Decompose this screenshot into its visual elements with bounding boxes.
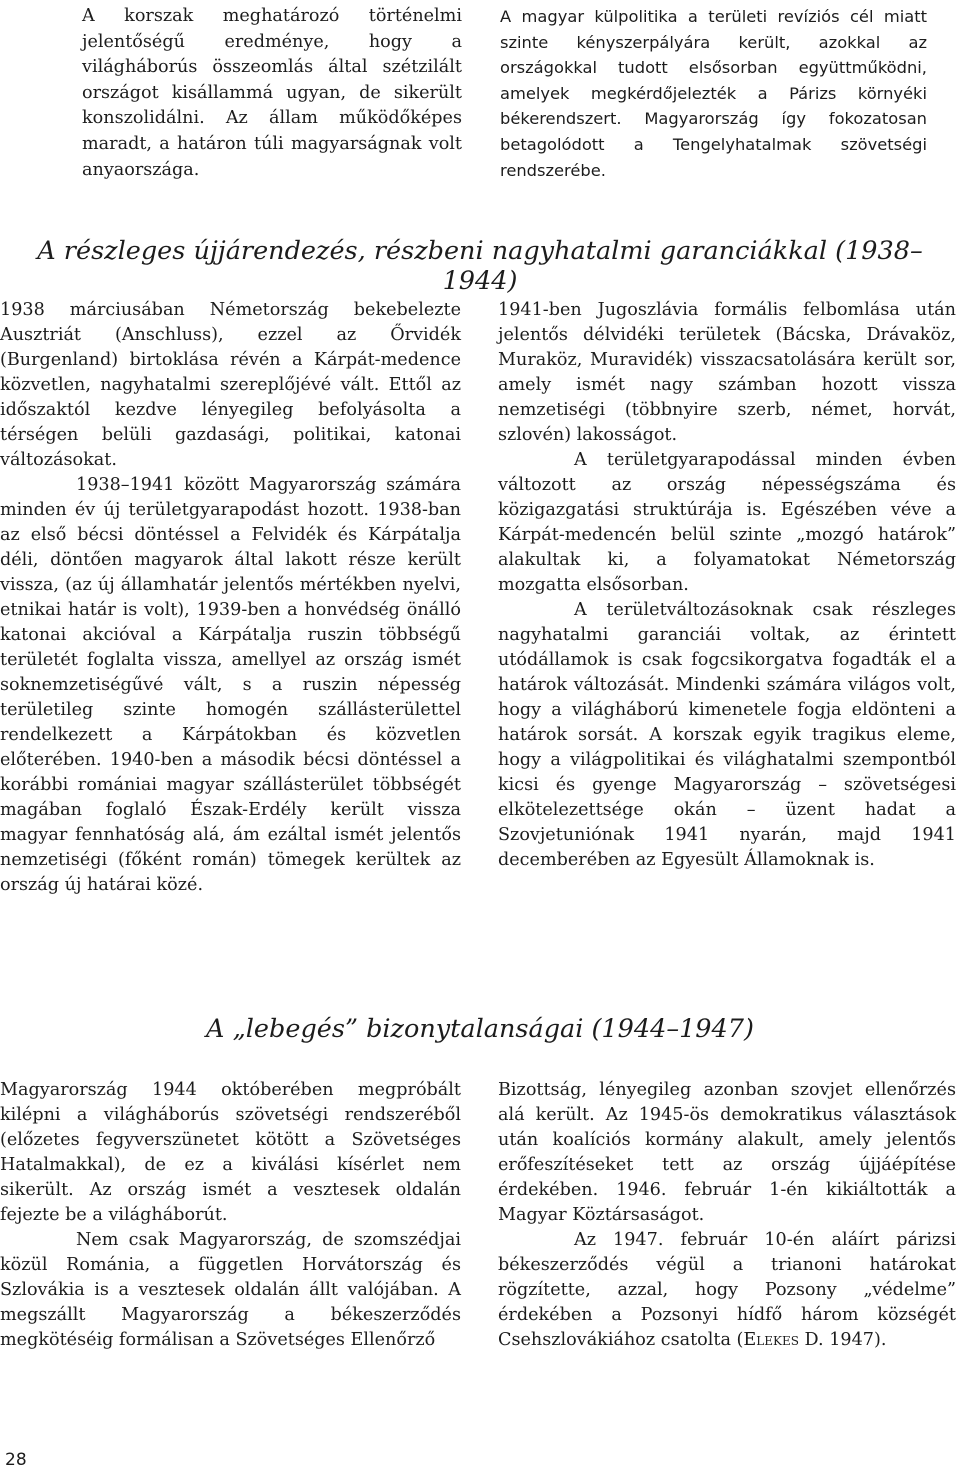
section2-right-paragraph-2-text: Az 1947. február 10-én aláírt párizsi békeszerződés végül a trianoni határokat rögzítette, azzal, hogy Pozsony „védelme” érdekében a Pozsonyi hídfő három községét Csehszlovákiához csatolta ( xyxy=(498,1230,956,1350)
section2-left-paragraph-2: Nem csak Magyarország, de szomszédjai közül Románia, a független Horvátország és Szlovákia is a vesztesek oldalán állt valójában. A megszállt Magyarország a békeszerződés megkötéséig formálisan a Szövetséges Ellenőrző xyxy=(0,1230,461,1350)
section2-right-column xyxy=(498,1078,956,1353)
page-number: 28 xyxy=(5,1450,27,1470)
section-heading-1944-1947: A „lebegés” bizonytalanságai (1944–1947) xyxy=(206,1014,754,1044)
top-left-paragraph: A korszak meghatározó történelmi jelentőségű eredménye, hogy a világháborús összeomlás által szétzilált országot kisállammá ugyan, de sikerült konszolidálni. Az állam működőképes maradt, a határon túli magyarságnak volt anyaországa. xyxy=(82,6,462,180)
top-right-column xyxy=(500,4,927,183)
section1-right-column xyxy=(498,298,956,873)
top-left-column xyxy=(82,4,462,183)
section2-left-paragraph-1: Magyarország 1944 októberében megpróbált kilépni a világháborús szövetségi rendszeréből (előzetes fegyverszünetet kötött a Szövetséges Hatalmakkal), de ez a kiválási kísérlet nem sikerült. Az ország ismét a vesztesek oldalán fejezte be a világháborút. xyxy=(0,1080,461,1225)
top-right-paragraph: A magyar külpolitika a területi revíziós cél miatt szinte kényszerpályára került, azokkal az országokkal tudott elsősorban együttműködni, amelyek megkérdőjelezték a Párizs környéki békerendszert. Magyarország így fokozatosan betagolódott a Tengelyhatalmak szövetségi rendszerébe. xyxy=(500,7,927,180)
section2-right-paragraph-1: Bizottság, lényegileg azonban szovjet ellenőrzés alá került. Az 1945-ös demokratikus választások után koalíciós kormány alakult, amely jelentős erőfeszítéseket tett az ország újjáépítése érdekében. 1946. február 1-én kikiáltották a Magyar Köztársaságot. xyxy=(498,1080,956,1225)
section1-right-paragraph-2: A területgyarapodással minden évben változott az ország népességszáma és közigazgatási struktúrája is. Egészében véve a Kárpát-medencén belül szinte „mozgó határok” alakultak ki, a folyamatokat Németország mozgatta elsősorban. xyxy=(498,450,956,595)
section1-left-paragraph-2: 1938–1941 között Magyarország számára minden év új területgyarapodást hozott. 1938-ban az első bécsi döntéssel a Felvidék és Kárpátalja déli, döntően magyarok által lakott része került vissza, (az új államhatár jelentős mértékben nyelvi, etnikai határ is volt), 1939-ben a honvédség önálló katonai akcióval a Kárpátalja ruszin többségű területét foglalta vissza, amellyel az ország ismét soknemzetiségűvé vált, s a ruszin népesség területileg szinte homogén szállásterülettel rendelkezett a Kárpátokban és közvetlen előterében. 1940-ben a második bécsi döntéssel a korábbi romániai magyar szállásterület többségét magában foglaló Észak-Erdély került vissza magyar fennhatóság alá, ám ezáltal ismét jelentős nemzetiségi (főként román) tömegek kerültek az ország új határai közé. xyxy=(0,475,461,895)
section1-right-paragraph-1: 1941-ben Jugoszlávia formális felbomlása után jelentős délvidéki területek (Bácska, Drávaköz, Muraköz, Muravidék) visszacsatolására került sor, amely ismét nagy számban hozott vissza nemzetiségi (többnyire szerb, német, horvát, szlovén) lakosságot. xyxy=(498,300,956,445)
section2-right-paragraph-2 xyxy=(498,1228,956,1353)
section1-left-column xyxy=(0,298,461,898)
section2-left-column xyxy=(0,1078,461,1353)
section-heading-1938-1944: A részleges újjárendezés, részbeni nagyhatalmi garanciákkal (1938–1944) xyxy=(37,236,923,296)
section1-left-paragraph-1: 1938 márciusában Németország bekebelezte Ausztriát (Anschluss), ezzel az Őrvidék (Burgenland) birtoklása révén a Kárpát-medence közvetlen, nagyhatalmi szereplőjévé vált. Ettől az időszaktól kezdve lényegileg befolyásolta a térségen belüli gazdasági, politikai, katonai változásokat. xyxy=(0,300,461,470)
citation-year: D. 1947). xyxy=(798,1330,887,1350)
citation-author: Elekes xyxy=(743,1330,799,1350)
section1-right-paragraph-3: A területváltozásoknak csak részleges nagyhatalmi garanciái voltak, az érintett utódállamok is csak fogcsikorgatva fogadták el a határok változását. Mindenki számára világos volt, hogy a világháború kimenetele fogja eldönteni a határok sorsát. A korszak egyik tragikus eleme, hogy a világpolitikai és világhatalmi szempontból kicsi és gyenge Magyarország – szövetségesi elkötelezettsége okán – üzent hadat a Szovjetuniónak 1941 nyarán, majd 1941 decemberében az Egyesült Államoknak is. xyxy=(498,600,956,870)
